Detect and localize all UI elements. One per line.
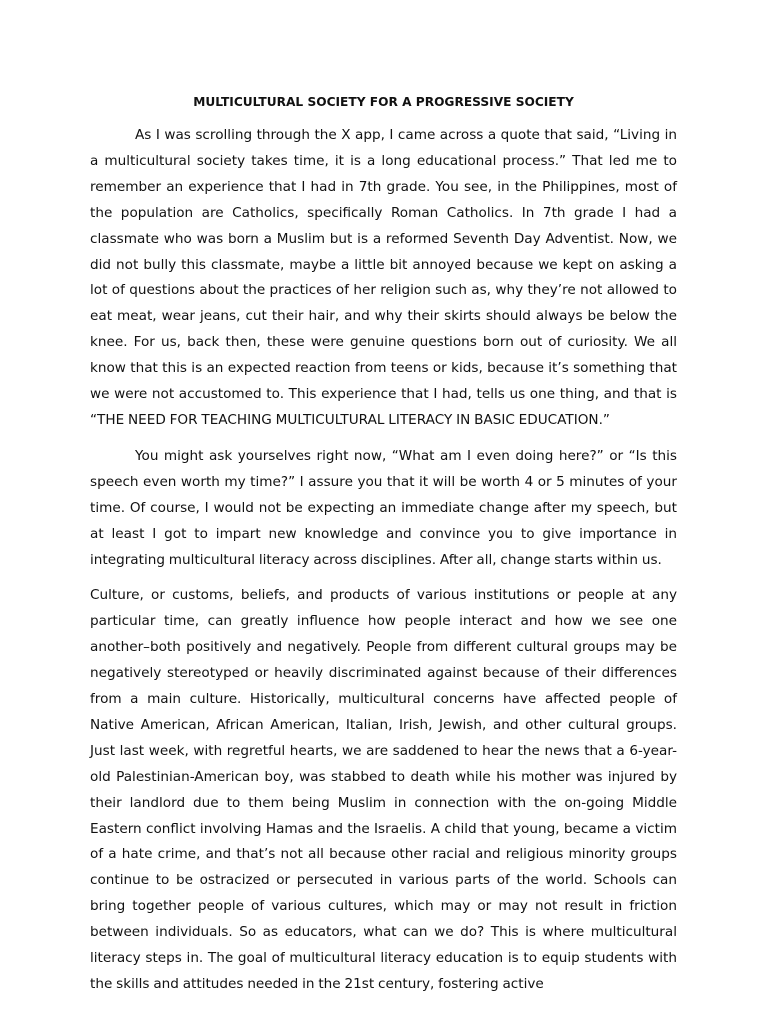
- document-title: MULTICULTURAL SOCIETY FOR A PROGRESSIVE SOCIETY: [193, 95, 574, 109]
- paragraph-2: You might ask yourselves right now, “What am I even doing here?” or “Is this speech even worth my time?” I assure you that it will be worth 4 or 5 minutes of your time. Of course, I would not be expecting an immediate change after my speech, but at least I got to impart new knowledge and convince you to give importance in integrating multicultural literacy across disciplines. After all, change starts within us.: [90, 447, 677, 568]
- paragraph-3: Culture, or customs, beliefs, and products of various institutions or people at any particular time, can greatly influence how people interact and how we see one another–both positively and negatively. People from different cultural groups may be negatively stereotyped or heavily discriminated against because of their differences from a main culture. Historically, multicultural concerns have affected people of Native American, African American, Italian, Irish, Jewish, and other cultural groups. Just last week, with regretful hearts, we are saddened to hear the news that a 6-year-old Palestinian-American boy, was stabbed to death while his mother was injured by their landlord due to them being Muslim in connection with the on-going Middle Eastern conflict involving Hamas and the Israelis. A child that young, became a victim of a hate crime, and that’s not all because other racial and religious minority groups continue to be ostracized or persecuted in various parts of the world. Schools can bring together people of various cultures, which may or may not result in friction between individuals. So as educators, what can we do? This is where multicultural literacy steps in. The goal of multicultural literacy education is to equip students with the skills and attitudes needed in the 21st century, fostering active: [90, 587, 677, 992]
- document-body: [90, 92, 677, 998]
- paragraph-1: As I was scrolling through the X app, I came across a quote that said, “Living in a multicultural society takes time, it is a long educational process.” That led me to remember an experience that I had in 7th grade. You see, in the Philippines, most of the population are Catholics, specifically Roman Catholics. In 7th grade I had a classmate who was born a Muslim but is a reformed Seventh Day Adventist. Now, we did not bully this classmate, maybe a little bit annoyed because we kept on asking a lot of questions about the practices of her religion such as, why they’re not allowed to eat meat, wear jeans, cut their hair, and why their skirts should always be below the knee. For us, back then, these were genuine questions born out of curiosity. We all know that this is an expected reaction from teens or kids, because it’s something that we were not accustomed to. This experience that I had, tells us one thing, and that is “THE NEED FOR TEACHING MULTICULTURAL LITERACY IN BASIC EDUCATION.”: [90, 127, 677, 428]
